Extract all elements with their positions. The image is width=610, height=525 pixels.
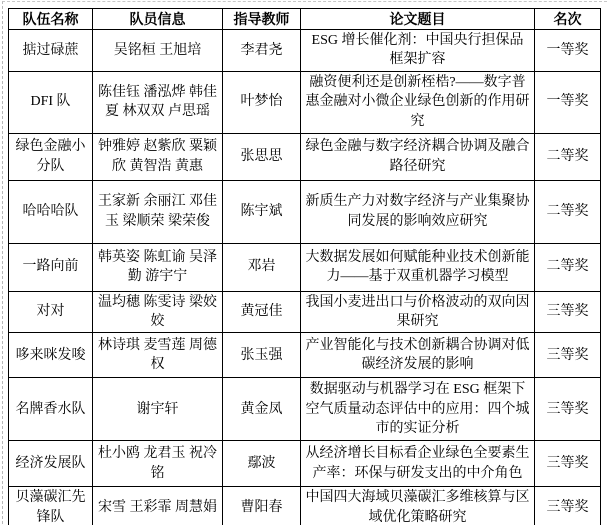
team-name-cell: 哆来咪发唆 bbox=[9, 333, 93, 378]
paper-title-cell: 产业智能化与技术创新耦合协调对低碳经济发展的影响 bbox=[301, 333, 535, 378]
team-name-cell: 绿色金融小分队 bbox=[9, 133, 93, 180]
table-row bbox=[9, 180, 601, 243]
table-row bbox=[9, 71, 601, 133]
members-cell: 吴铭桓 王旭培 bbox=[93, 30, 223, 72]
members-cell: 林诗琪 麦雪莲 周德权 bbox=[93, 333, 223, 378]
header-team-name: 队伍名称 bbox=[9, 9, 93, 30]
header-paper-title: 论文题目 bbox=[301, 9, 535, 30]
table-row bbox=[9, 243, 601, 291]
rank-cell: 三等奖 bbox=[535, 291, 601, 333]
table-row bbox=[9, 441, 601, 487]
table-row bbox=[9, 291, 601, 333]
team-name-cell: DFI 队 bbox=[9, 71, 93, 133]
header-rank: 名次 bbox=[535, 9, 601, 30]
members-cell: 陈佳钰 潘泓烨 韩佳夏 林双双 卢思瑶 bbox=[93, 71, 223, 133]
team-name-cell: 对对 bbox=[9, 291, 93, 333]
rank-cell: 三等奖 bbox=[535, 441, 601, 487]
members-cell: 杜小鸥 龙君玉 祝冷铭 bbox=[93, 441, 223, 487]
table-row bbox=[9, 333, 601, 378]
advisor-cell: 黄冠佳 bbox=[223, 291, 301, 333]
paper-title-cell: 新质生产力对数字经济与产业集聚协同发展的影响效应研究 bbox=[301, 180, 535, 243]
rank-cell: 三等奖 bbox=[535, 487, 601, 525]
rank-cell: 一等奖 bbox=[535, 71, 601, 133]
rank-cell: 二等奖 bbox=[535, 243, 601, 291]
rank-cell: 三等奖 bbox=[535, 378, 601, 441]
rank-cell: 二等奖 bbox=[535, 180, 601, 243]
paper-title-cell: 大数据发展如何赋能种业技术创新能力——基于双重机器学习模型 bbox=[301, 243, 535, 291]
advisor-cell: 曹阳春 bbox=[223, 487, 301, 525]
paper-title-cell: 数据驱动与机器学习在 ESG 框架下空气质量动态评估中的应用：四个城市的实证分析 bbox=[301, 378, 535, 441]
team-name-cell: 名牌香水队 bbox=[9, 378, 93, 441]
members-cell: 宋雪 王彩霏 周慧娟 bbox=[93, 487, 223, 525]
team-name-cell: 哈哈哈队 bbox=[9, 180, 93, 243]
paper-title-cell: 中国四大海域贝藻碳汇多维核算与区域优化策略研究 bbox=[301, 487, 535, 525]
advisor-cell: 邓岩 bbox=[223, 243, 301, 291]
team-name-cell: 一路向前 bbox=[9, 243, 93, 291]
members-cell: 温均穗 陈雯诗 梁姣姣 bbox=[93, 291, 223, 333]
advisor-cell: 张玉强 bbox=[223, 333, 301, 378]
header-row bbox=[9, 9, 601, 30]
header-members: 队员信息 bbox=[93, 9, 223, 30]
advisor-cell: 黄金凤 bbox=[223, 378, 301, 441]
team-name-cell: 贝藻碳汇先锋队 bbox=[9, 487, 93, 525]
competition-results-table bbox=[8, 8, 601, 525]
team-name-cell: 经济发展队 bbox=[9, 441, 93, 487]
paper-title-cell: 从经济增长目标看企业绿色全要素生产率：环保与研发支出的中介角色 bbox=[301, 441, 535, 487]
advisor-cell: 叶梦怡 bbox=[223, 71, 301, 133]
paper-title-cell: 融资便利还是创新桎梏?——数字普惠金融对小微企业绿色创新的作用研究 bbox=[301, 71, 535, 133]
rank-cell: 二等奖 bbox=[535, 133, 601, 180]
members-cell: 韩英姿 陈虹谕 吴泽勤 游宇宁 bbox=[93, 243, 223, 291]
members-cell: 钟雅婷 赵紫欣 粟颖欣 黄智浩 黄惠 bbox=[93, 133, 223, 180]
table-row bbox=[9, 378, 601, 441]
table-row bbox=[9, 487, 601, 525]
paper-title-cell: 我国小麦进出口与价格波动的双向因果研究 bbox=[301, 291, 535, 333]
advisor-cell: 陈宇斌 bbox=[223, 180, 301, 243]
header-advisor: 指导教师 bbox=[223, 9, 301, 30]
advisor-cell: 李君尧 bbox=[223, 30, 301, 72]
advisor-cell: 张思思 bbox=[223, 133, 301, 180]
team-name-cell: 掂过碌蔗 bbox=[9, 30, 93, 72]
paper-title-cell: 绿色金融与数字经济耦合协调及融合路径研究 bbox=[301, 133, 535, 180]
members-cell: 王家新 余丽江 邓佳玉 梁顺荣 梁荣俊 bbox=[93, 180, 223, 243]
paper-title-cell: ESG 增长催化剂：中国央行担保品框架扩容 bbox=[301, 30, 535, 72]
advisor-cell: 鄢波 bbox=[223, 441, 301, 487]
members-cell: 谢宇轩 bbox=[93, 378, 223, 441]
rank-cell: 一等奖 bbox=[535, 30, 601, 72]
table-row bbox=[9, 30, 601, 72]
table-row bbox=[9, 133, 601, 180]
rank-cell: 三等奖 bbox=[535, 333, 601, 378]
